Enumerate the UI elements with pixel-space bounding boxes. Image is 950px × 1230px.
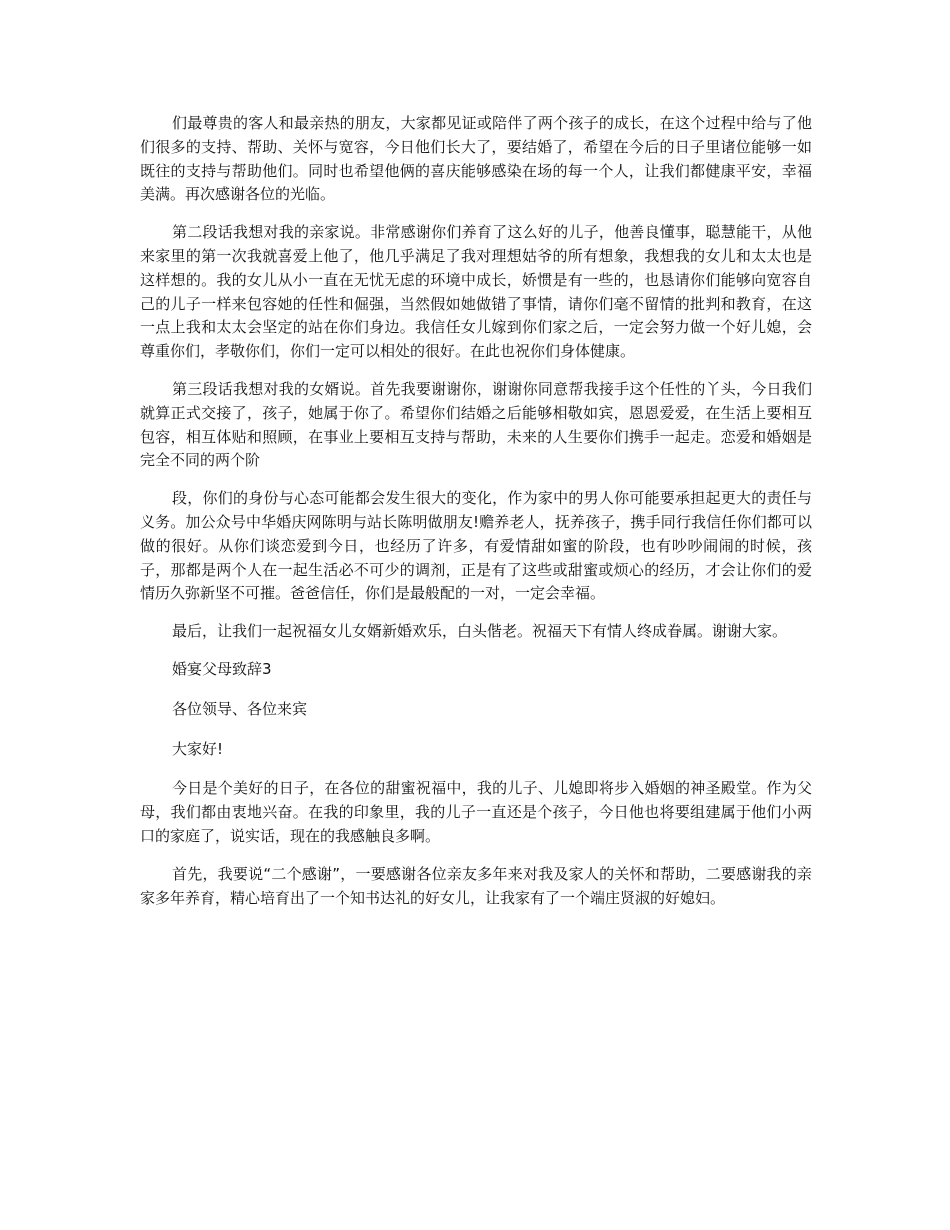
paragraph-to-son-in-law: 第三段话我想对我的女婿说。首先我要谢谢你，谢谢你同意帮我接手这个任性的丫头，今日我们就算正式交接了，孩子，她属于你了。希望你们结婚之后能够相敬如宾，恩恩爱爱，在生活上要相互包容，相互体贴和照顾，在事业上要相互支持与帮助，未来的人生要你们携手一起走。恋爱和婚姻是完全不同的两个阶	[140, 379, 812, 470]
paragraph-guests-thanks: 们最尊贵的客人和最亲热的朋友，大家都见证或陪伴了两个孩子的成长，在这个过程中给与了他们很多的支持、帮助、关怀与宽容，今日他们长大了，要结婚了，希望在今后的日子里诸位能够一如既往的支持与帮助他们。同时也希望他俩的喜庆能够感染在场的每一个人，让我们都健康平安，幸福美满。再次感谢各位的光临。	[140, 114, 812, 204]
document-page	[140, 112, 812, 924]
paragraph-final-blessing: 最后，让我们一起祝福女儿女婿新婚欢乐，白头偕老。祝福天下有情人终成眷属。谢谢大家。	[172, 622, 788, 641]
paragraph-to-in-laws: 第二段话我想对我的亲家说。非常感谢你们养育了这么好的儿子，他善良懂事，聪慧能干，从他来家里的第一次我就喜爱上他了，他几乎满足了我对理想姑爷的所有想象，我想我的女儿和太太也是这样想的。我的女儿从小一直在无忧无虑的环境中成长，娇惯是有一些的，也恳请你们能够向宽容自己的儿子一样来包容她的任性和倔强，当然假如她做错了事情，请你们毫不留情的批判和教育，在这一点上我和太太会坚定的站在你们身边。我信任女儿嫁到你们家之后，一定会努力做一个好儿媳，会尊重你们，孝敬你们，你们一定可以相处的很好。在此也祝你们身体健康。	[140, 223, 812, 361]
greeting-line: 大家好!	[172, 739, 224, 758]
section-heading: 婚宴父母致辞3	[172, 659, 272, 678]
paragraph-wedding-day: 今日是个美好的日子，在各位的甜蜜祝福中，我的儿子、儿媳即将步入婚姻的神圣殿堂。作为父母，我们都由衷地兴奋。在我的印象里，我的儿子一直还是个孩子，今日他也将要组建属于他们小两口的家庭了，说实话，现在的我感触良多啊。	[140, 779, 812, 845]
paragraph-two-thanks: 首先，我要说“二个感谢”，一要感谢各位亲友多年来对我及家人的关怀和帮助，二要感谢我的亲家多年养育，精心培育出了一个知书达礼的好女儿，让我家有了一个端庄贤淑的好媳妇。	[140, 864, 812, 907]
paragraph-marriage-stage: 段，你们的身份与心态可能都会发生很大的变化，作为家中的男人你可能要承担起更大的责任与义务。加公众号中华婚庆网陈明与站长陈明做朋友!赡养老人，抚养孩子，携手同行我信任你们都可以做的很好。从你们谈恋爱到今日，也经历了许多，有爱情甜如蜜的阶段，也有吵吵闹闹的时候，孩子，那都是两个人在一起生活必不可少的调剂，正是有了这些或甜蜜或烦心的经历，才会让你们的爱情历久弥新坚不可摧。爸爸信任，你们是最般配的一对，一定会幸福。	[140, 489, 812, 603]
salutation-line: 各位领导、各位来宾	[172, 699, 308, 718]
